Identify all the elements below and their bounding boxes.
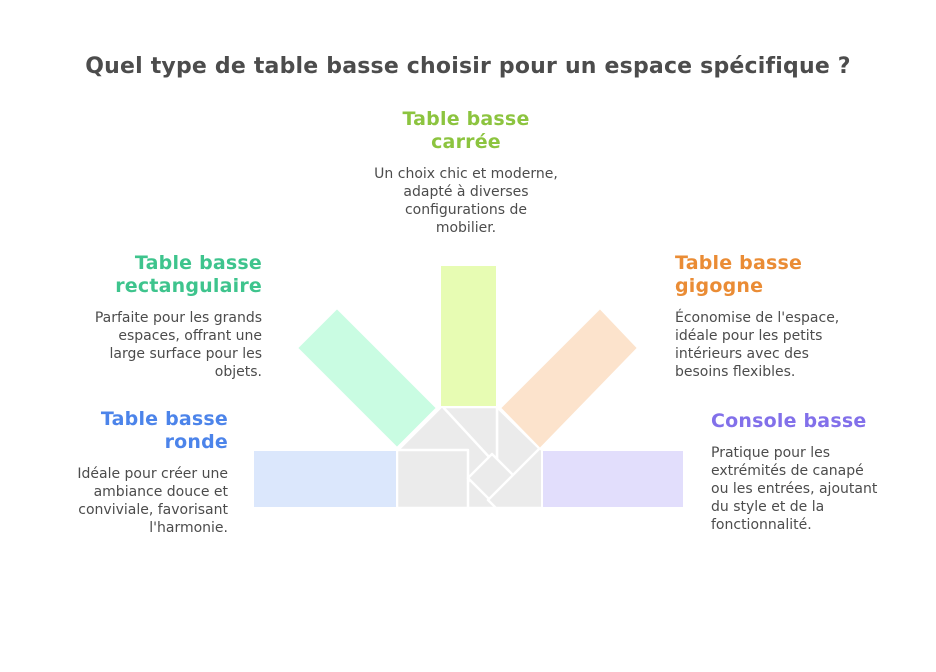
section-table-basse-carree — [356, 108, 576, 237]
bar-ronde — [253, 450, 397, 508]
section-table-basse-rectangulaire — [40, 252, 262, 381]
page-title: Quel type de table basse choisir pour un espace spécifique ? — [85, 54, 851, 79]
section-body-gigogne: Économise de l'espace, idéale pour les petits intérieurs avec des besoins flexibles. — [675, 310, 840, 380]
section-console-basse — [711, 410, 903, 534]
section-heading-rectangulaire: Table basse rectangulaire — [115, 252, 262, 297]
bar-console — [542, 450, 684, 508]
bar-carree — [440, 265, 497, 407]
section-heading-console: Console basse — [711, 410, 867, 432]
bar-rectangulaire — [297, 308, 437, 448]
section-heading-carree: Table basse carrée — [402, 108, 530, 153]
gray-left-square — [397, 450, 468, 508]
section-body-console: Pratique pour les extrémités de canapé ou les entrées, ajoutant du style et de la fonctionnalité. — [711, 445, 878, 533]
section-table-basse-ronde — [40, 408, 228, 537]
section-heading-gigogne: Table basse gigogne — [675, 252, 803, 297]
section-body-carree: Un choix chic et moderne, adapté à diverses configurations de mobilier. — [374, 166, 558, 236]
section-body-ronde: Idéale pour créer une ambiance douce et conviviale, favorisant l'harmonie. — [77, 466, 228, 536]
bar-gigogne — [500, 308, 638, 449]
section-heading-ronde: Table basse ronde — [100, 408, 228, 453]
section-table-basse-gigogne — [675, 252, 890, 381]
section-body-rectangulaire: Parfaite pour les grands espaces, offrant une large surface pour les objets. — [94, 310, 262, 380]
